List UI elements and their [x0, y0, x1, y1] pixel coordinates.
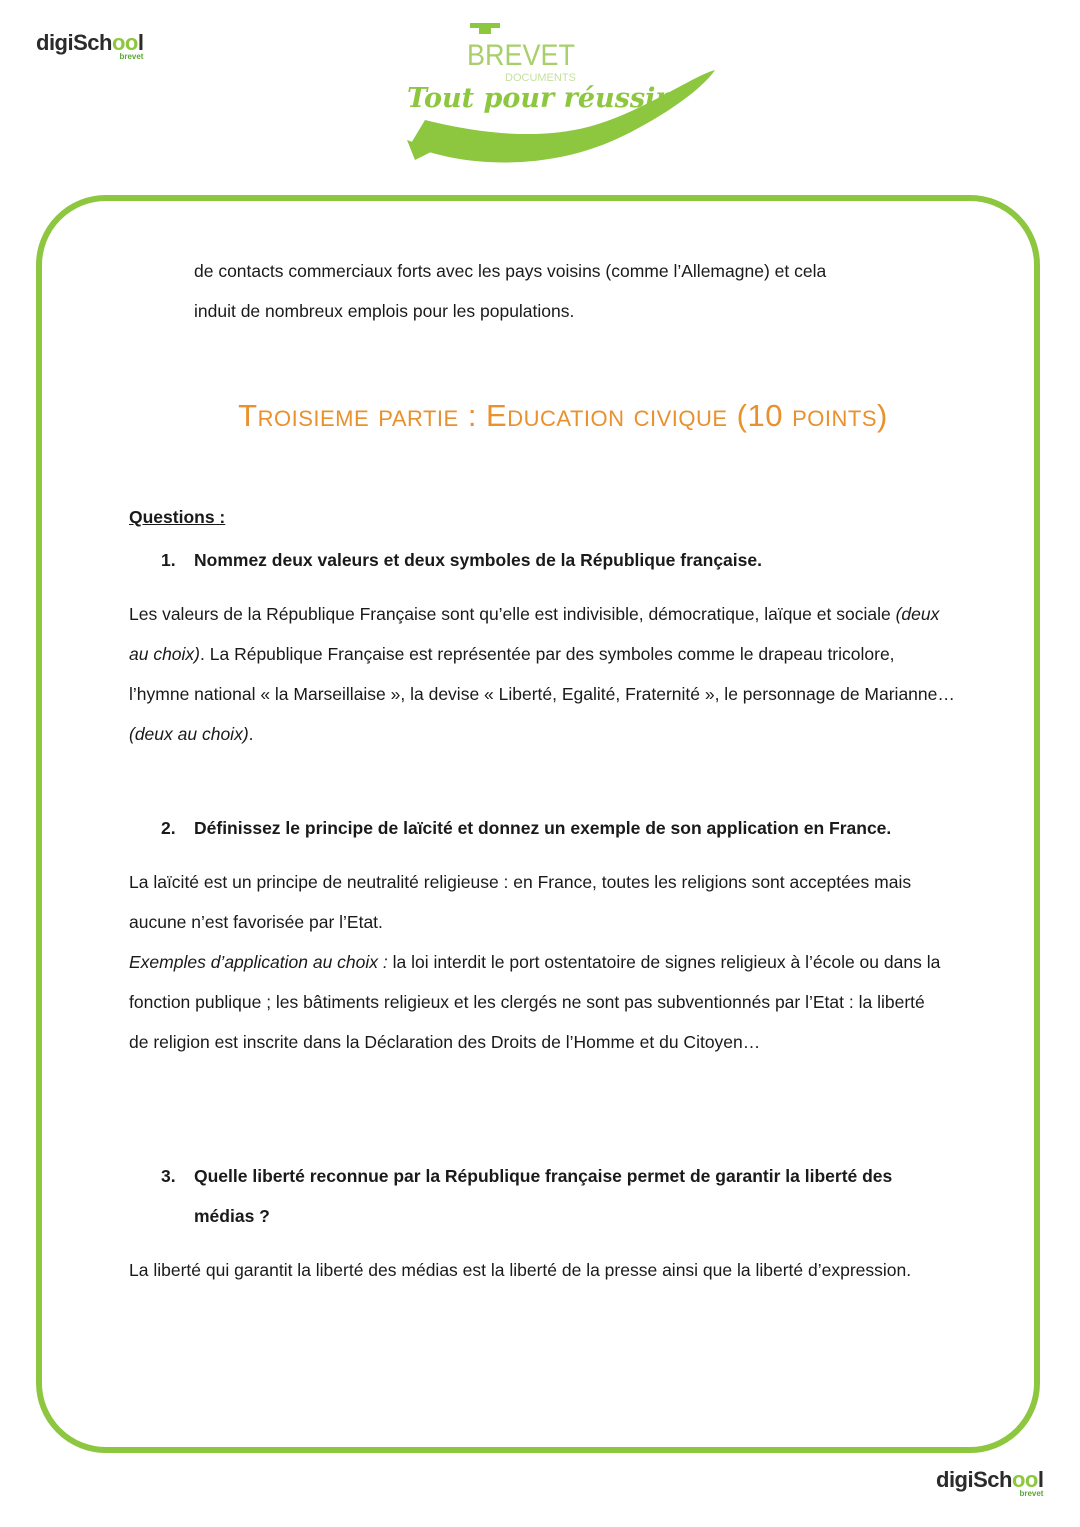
footer-digischool-logo: digiSchool brevet [936, 1467, 1044, 1498]
question-text: Nommez deux valeurs et deux symboles de la République française. [194, 550, 762, 570]
intro-line-1: de contacts commerciaux forts avec les pays voisins (comme l’Allemagne) et cela [194, 261, 827, 281]
question-text: Définissez le principe de laïcité et donnez un exemple de son application en France. [194, 818, 892, 838]
answer-2: La laïcité est un principe de neutralité religieuse : en France, toutes les religions sont acceptées mais aucune n’est favorisée par l’Etat. Exemples d’application au choix : la loi interdit le port ostentatoire de signes religieux à l’école ou dans la fonction publique ; les bâtiments religieux et les clergés ne sont pas subventionnés par l’Etat : la liberté de religion est inscrite dans la Déclaration des Droits de l’Homme et du Citoyen… [129, 872, 941, 1052]
questions-label: Questions : [129, 507, 226, 527]
logo-sub: brevet [1019, 1489, 1044, 1498]
question-number: 3. [161, 1166, 176, 1186]
question-2 [161, 808, 994, 848]
question-3 [161, 1156, 934, 1236]
answer-3: La liberté qui garantit la liberté des médias est la liberté de la presse ainsi que la liberté d’expression. [129, 1260, 912, 1280]
logo-sub: brevet [119, 52, 144, 61]
question-number: 1. [161, 550, 176, 570]
svg-text:Tout pour réussir: Tout pour réussir [407, 83, 670, 114]
section-title: Troisieme partie : Education civique (10 points) [238, 398, 888, 433]
question-text: Quelle liberté reconnue par la République française permet de garantir la liberté des médias ? [194, 1166, 893, 1226]
question-number: 2. [161, 818, 176, 838]
brevet-badge-logo [395, 15, 725, 190]
answer-1: Les valeurs de la République Française sont qu’elle est indivisible, démocratique, laïque et sociale (deux au choix). La République Française est représentée par des symboles comme le drapeau tricolore, l’hymne national « la Marseillaise », la devise « Liberté, Egalité, Fraternité », le personnage de Marianne… (deux au choix). [129, 604, 955, 744]
question-1 [161, 540, 994, 580]
intro-line-2: induit de nombreux emplois pour les populations. [194, 301, 575, 321]
svg-text:DOCUMENTS: DOCUMENTS [505, 72, 576, 84]
badge-title: BREVET [467, 38, 575, 73]
digischool-logo: digiSchool brevet [36, 30, 144, 61]
